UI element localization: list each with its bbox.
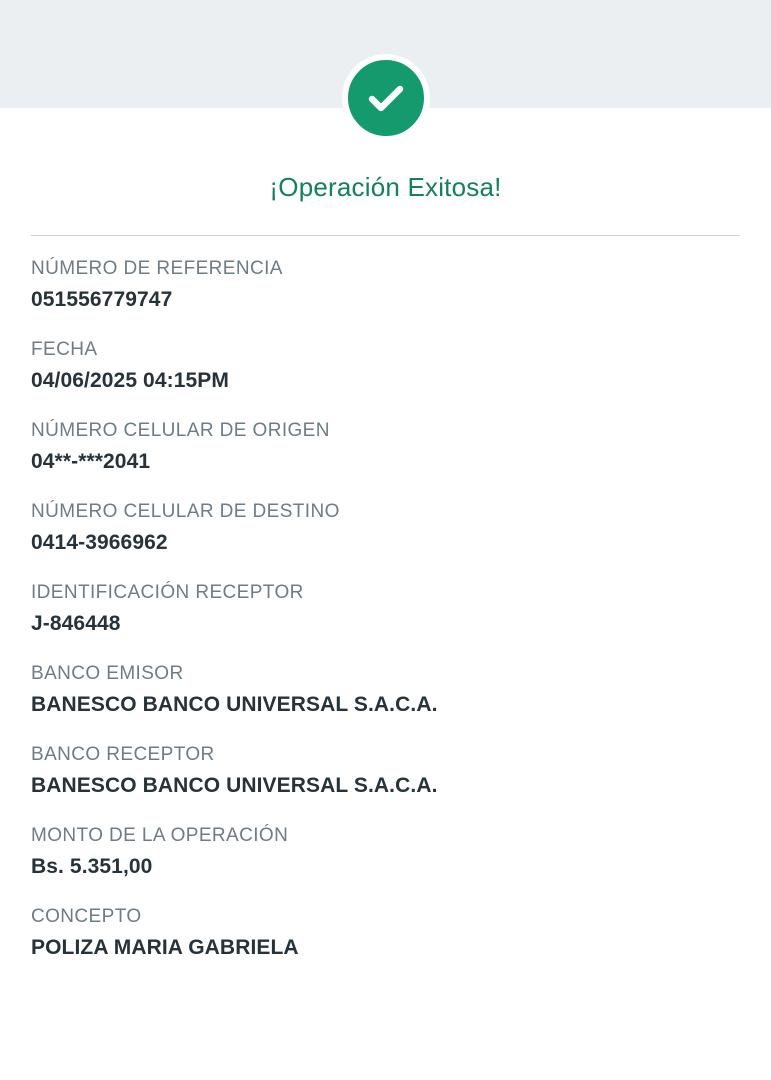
list-item — [31, 337, 740, 395]
list-item — [31, 742, 740, 800]
list-item — [31, 418, 740, 476]
status-badge-container — [0, 54, 771, 142]
field-label: FECHA — [31, 339, 98, 361]
field-value: BANESCO BANCO UNIVERSAL S.A.C.A. — [31, 692, 438, 716]
field-label: NÚMERO CELULAR DE DESTINO — [31, 501, 340, 523]
field-value: 04/06/2025 04:15PM — [31, 368, 229, 392]
field-label: BANCO RECEPTOR — [31, 744, 215, 766]
list-item — [31, 580, 740, 638]
field-label: BANCO EMISOR — [31, 663, 184, 685]
list-item — [31, 499, 740, 557]
field-value: 04**-***2041 — [31, 449, 151, 473]
field-value: Bs. 5.351,00 — [31, 854, 153, 878]
field-value: 0414-3966962 — [31, 530, 168, 554]
list-item — [31, 823, 740, 881]
check-circle-icon — [342, 54, 430, 142]
page-title: ¡Operación Exitosa! — [269, 172, 502, 202]
field-value: BANESCO BANCO UNIVERSAL S.A.C.A. — [31, 773, 438, 797]
field-value: J-846448 — [31, 611, 121, 635]
field-label: NÚMERO CELULAR DE ORIGEN — [31, 420, 330, 442]
field-value: POLIZA MARIA GABRIELA — [31, 935, 299, 959]
field-label: IDENTIFICACIÓN RECEPTOR — [31, 582, 304, 604]
list-item — [31, 256, 740, 314]
list-item — [31, 661, 740, 719]
field-value: 051556779747 — [31, 287, 173, 311]
receipt-content — [0, 172, 771, 962]
receipt-field-list — [31, 236, 740, 962]
field-label: NÚMERO DE REFERENCIA — [31, 258, 283, 279]
field-label: MONTO DE LA OPERACIÓN — [31, 825, 289, 847]
list-item — [31, 904, 740, 962]
field-label: CONCEPTO — [31, 906, 142, 928]
